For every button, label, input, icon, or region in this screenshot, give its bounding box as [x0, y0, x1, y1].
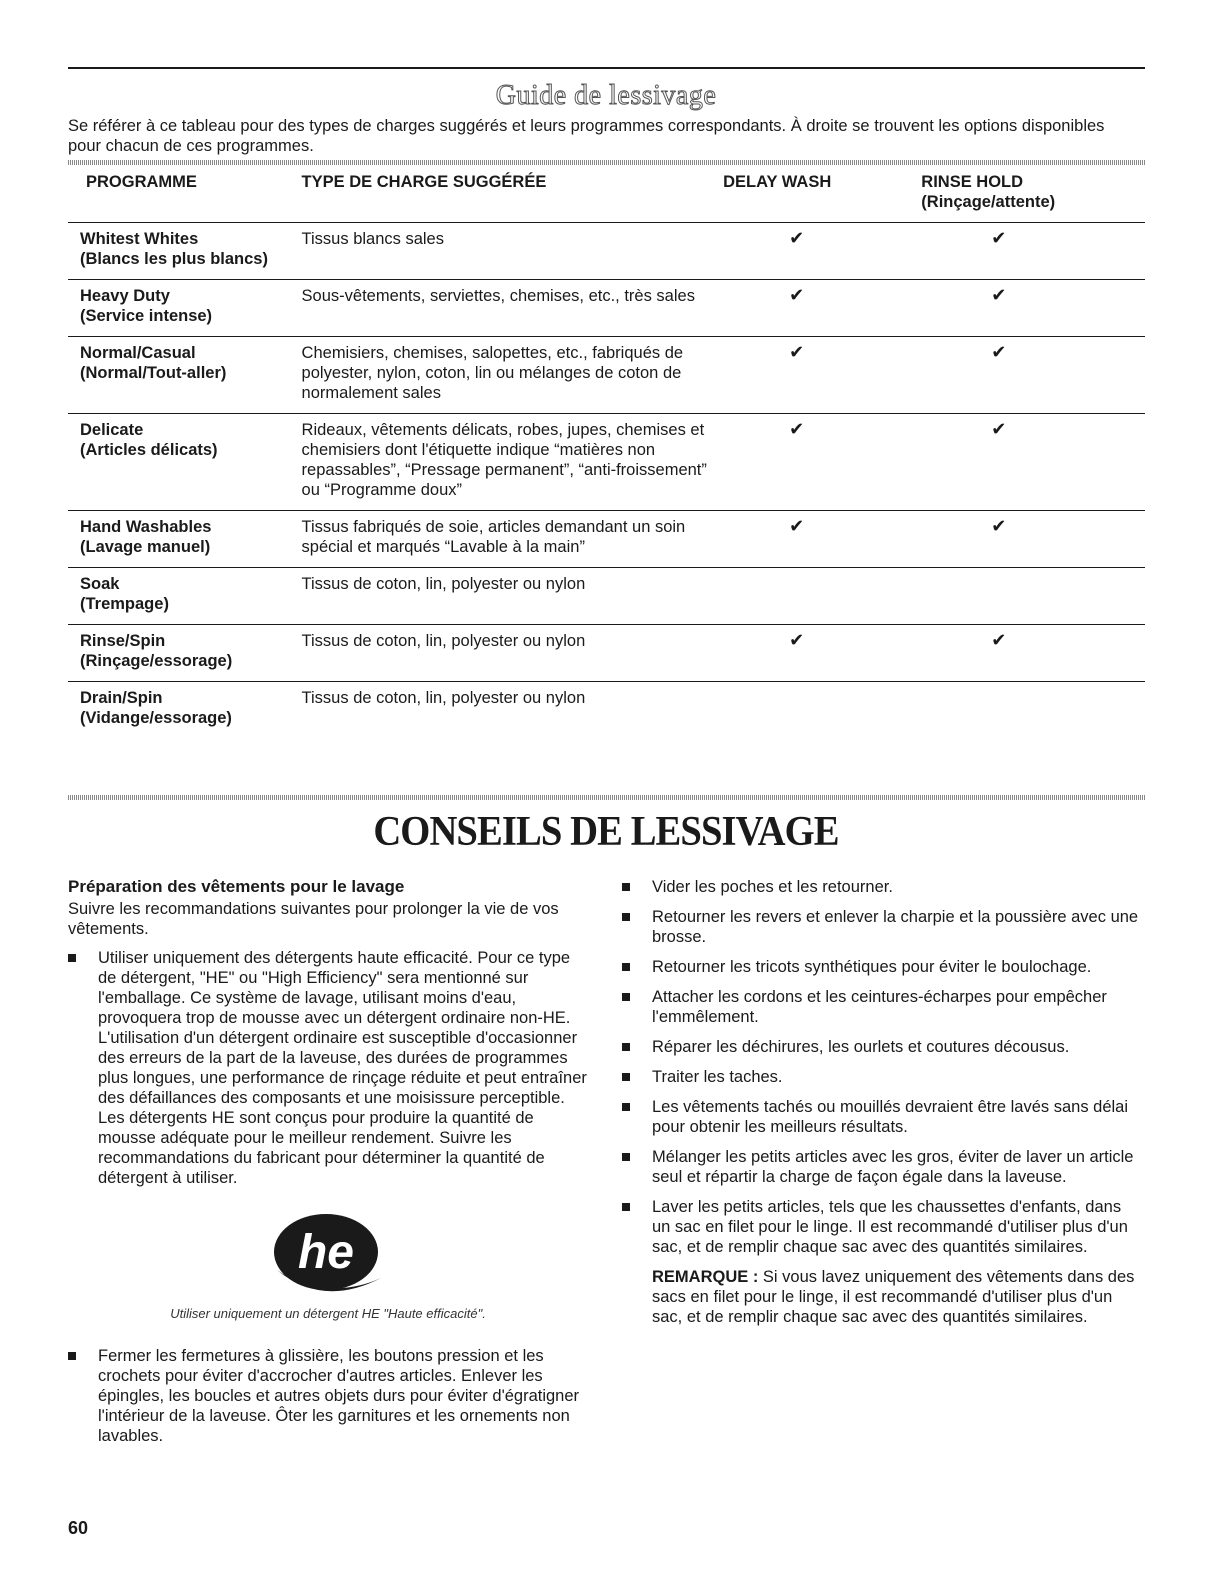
hatch-divider-bottom [68, 795, 1145, 800]
he-logo-icon [263, 1208, 393, 1304]
rinse-hold-check-icon: ✔ [991, 419, 1007, 440]
list-item: Utiliser uniquement des détergents haute efficacité. Pour ce type de détergent, "HE" ou "High Efficiency" sera mentionné sur l'emballage. Ce système de lavage, utilisant moins d'eau, provoquera trop de mousse avec un détergent ordinaire non-HE. L'utilisation d'un détergent ordinaire est susceptible d'occasionner des erreurs de la part de la laveuse, des durées de programmes plus longues, une performance de rinçage réduite et peut entraîner des défaillances des composants et une moisissure perceptible. Les détergents HE sont conçus pour produire la quantité de mousse adéquate pour le meilleur rendement. Suivre les recommandations du fabricant pour déterminer la quantité de détergent à utiliser. [68, 948, 588, 1188]
programme-cell [68, 568, 302, 625]
programme-name-fr: (Blancs les plus blancs) [80, 250, 268, 268]
he-logo-text: he [297, 1226, 355, 1279]
programme-name-en: Delicate [80, 421, 144, 439]
conseils-intro: Suivre les recommandations suivantes pour prolonger la vie de vos vêtements. [68, 900, 559, 938]
top-rule [68, 67, 1145, 69]
table-row [68, 682, 1145, 739]
programme-name-fr: (Lavage manuel) [80, 538, 211, 556]
list-item: Traiter les taches. [622, 1067, 1142, 1087]
programme-name-en: Heavy Duty [80, 287, 170, 305]
programme-name-en: Drain/Spin [80, 689, 163, 707]
cycle-guide-table [68, 168, 1145, 738]
guide-intro: Se référer à ce tableau pour des types de charges suggérés et leurs programmes correspondants. À droite se trouvent les options disponibles pour chacun de ces programmes. [68, 117, 1105, 155]
programme-name-en: Soak [80, 575, 120, 593]
programme-cell [68, 223, 302, 280]
list-item: Laver les petits articles, tels que les chaussettes d'enfants, dans un sac en filet pour le linge. Il est recommandé d'utiliser plus d'un sac, et de remplir chaque sac avec des quantités similaires. [622, 1197, 1142, 1257]
list-item: Mélanger les petits articles avec les gros, éviter de laver un article seul et répartir la charge de façon égale dans la laveuse. [622, 1147, 1142, 1187]
programme-name-en: Hand Washables [80, 518, 212, 536]
delay-wash-check-icon: ✔ [789, 228, 805, 249]
rinse-hold-check-icon: ✔ [991, 342, 1007, 363]
table-row [68, 280, 1145, 337]
header-programme: PROGRAMME [86, 173, 197, 191]
table-row [68, 568, 1145, 625]
hatch-divider-top [68, 160, 1145, 165]
table-header-row [68, 168, 1145, 223]
header-rinse-hold [921, 168, 1145, 223]
delay-wash-check-icon [723, 568, 921, 625]
load-type-cell: Sous-vêtements, serviettes, chemises, etc., très sales [301, 287, 695, 305]
right-column [622, 877, 1142, 1327]
note-label: REMARQUE : [652, 1268, 759, 1286]
left-column [68, 877, 588, 1446]
header-rinse-hold-en: RINSE HOLD [921, 173, 1024, 191]
programme-name-fr: (Vidange/essorage) [80, 709, 232, 727]
delay-wash-check-icon: ✔ [789, 285, 805, 306]
note [622, 1267, 1142, 1327]
list-item: Les vêtements tachés ou mouillés devraient être lavés sans délai pour obtenir les meilleurs résultats. [622, 1097, 1142, 1137]
programme-cell [68, 337, 302, 414]
rinse-hold-check-icon [921, 568, 1145, 625]
page-number: 60 [68, 1518, 89, 1538]
table-body [68, 223, 1145, 739]
delay-wash-check-icon: ✔ [789, 419, 805, 440]
delay-wash-check-icon [723, 682, 921, 739]
table-row [68, 625, 1145, 682]
header-charge: TYPE DE CHARGE SUGGÉRÉE [301, 173, 547, 191]
programme-name-fr: (Articles délicats) [80, 441, 218, 459]
programme-name-fr: (Service intense) [80, 307, 213, 325]
list-item: Réparer les déchirures, les ourlets et coutures décousus. [622, 1037, 1142, 1057]
programme-name-fr: (Rinçage/essorage) [80, 652, 233, 670]
programme-cell [68, 511, 302, 568]
list-item: Vider les poches et les retourner. [622, 877, 1142, 897]
load-type-cell: Chemisiers, chemises, salopettes, etc., fabriqués de polyester, nylon, coton, lin ou mélanges de coton de normalement sales [301, 344, 684, 402]
left-bullet-list [68, 948, 588, 1188]
subheading: Préparation des vêtements pour le lavage [68, 877, 405, 896]
rinse-hold-check-icon: ✔ [991, 516, 1007, 537]
list-item: Retourner les revers et enlever la charpie et la poussière avec une brosse. [622, 907, 1142, 947]
programme-name-en: Normal/Casual [80, 344, 196, 362]
he-logo [68, 1208, 588, 1304]
programme-name-fr: (Normal/Tout-aller) [80, 364, 227, 382]
load-type-cell: Tissus blancs sales [301, 230, 444, 248]
load-type-cell: Tissus de coton, lin, polyester ou nylon [301, 575, 586, 593]
load-type-cell: Tissus fabriqués de soie, articles demandant un soin spécial et marqués “Lavable à la main” [301, 518, 686, 556]
load-type-cell: Rideaux, vêtements délicats, robes, jupes, chemises et chemisiers dont l'étiquette indique “matières non repassables”, “Pressage permanent”, “anti-froissement” ou “Programme doux” [301, 421, 707, 499]
programme-name-en: Whitest Whites [80, 230, 199, 248]
rinse-hold-check-icon: ✔ [991, 228, 1007, 249]
rinse-hold-check-icon: ✔ [991, 630, 1007, 651]
list-item: Retourner les tricots synthétiques pour éviter le boulochage. [622, 957, 1142, 977]
conseils-title: CONSEILS DE LESSIVAGE [373, 809, 839, 855]
logo-caption: Utiliser uniquement un détergent HE "Haute efficacité". [170, 1306, 486, 1321]
header-rinse-hold-fr: (Rinçage/attente) [921, 193, 1056, 211]
delay-wash-check-icon: ✔ [789, 516, 805, 537]
rinse-hold-check-icon: ✔ [991, 285, 1007, 306]
note-text: Si vous lavez uniquement des vêtements dans des sacs en filet pour le linge, il est recommandé d'utiliser plus d'un sac, et de remplir chaque sac avec des quantités similaires. [652, 1268, 1135, 1326]
list-item: Fermer les fermetures à glissière, les boutons pression et les crochets pour éviter d'accrocher d'autres articles. Enlever les épingles, les boucles et autres objets durs pour éviter d'égratigner l'intérieur de la laveuse. Ôter les garnitures et les ornements non lavables. [68, 1346, 588, 1446]
guide-title: Guide de lessivage [495, 80, 717, 111]
delay-wash-check-icon: ✔ [789, 342, 805, 363]
right-bullet-list [622, 877, 1142, 1257]
programme-cell [68, 280, 302, 337]
programme-cell [68, 625, 302, 682]
list-item: Attacher les cordons et les ceintures-écharpes pour empêcher l'emmêlement. [622, 987, 1142, 1027]
table-row [68, 223, 1145, 280]
table-row [68, 414, 1145, 511]
programme-name-fr: (Trempage) [80, 595, 169, 613]
programme-cell [68, 682, 302, 739]
table-row [68, 337, 1145, 414]
programme-name-en: Rinse/Spin [80, 632, 166, 650]
load-type-cell: Tissus de coton, lin, polyester ou nylon [301, 689, 586, 707]
left-bullet-list-2 [68, 1346, 588, 1446]
load-type-cell: Tissus de coton, lin, polyester ou nylon [301, 632, 586, 650]
table-row [68, 511, 1145, 568]
delay-wash-check-icon: ✔ [789, 630, 805, 651]
rinse-hold-check-icon [921, 682, 1145, 739]
header-delay-wash: DELAY WASH [723, 173, 832, 191]
programme-cell [68, 414, 302, 511]
